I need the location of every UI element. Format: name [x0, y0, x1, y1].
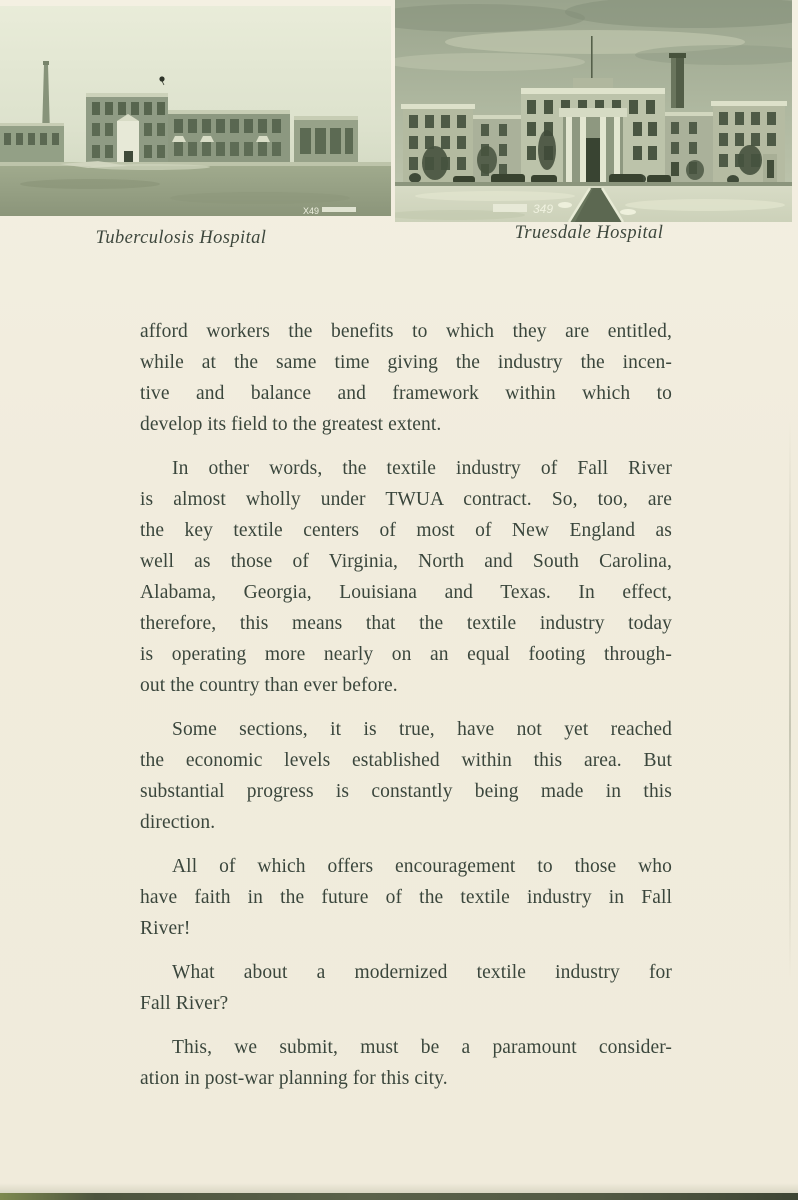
right-pavilion: [294, 116, 358, 170]
text-line: while at the same time giving the industry the incen-: [140, 352, 672, 373]
text-line: direction.: [140, 812, 216, 833]
flagpole: [591, 36, 593, 80]
truesdale-hospital-illustration: [395, 0, 792, 222]
text-line: have faith in the future of the textile industry in Fall: [140, 887, 672, 908]
truesdale-hospital-photo: [395, 0, 792, 222]
paragraph-6: [140, 1032, 672, 1094]
text-line: Fall River?: [140, 993, 229, 1014]
text-line: therefore, this means that the textile industry today: [140, 613, 672, 634]
text-line: ation in post-war planning for this city.: [140, 1068, 448, 1089]
text-line: Some sections, it is true, have not yet reached: [172, 719, 672, 740]
text-line: afford workers the benefits to which they are entitled,: [140, 321, 672, 342]
text-line: River!: [140, 918, 191, 939]
caption-truesdale-hospital: Truesdale Hospital: [514, 223, 664, 243]
page-crease: [789, 420, 791, 980]
text-line: the key textile centers of most of New England as: [140, 520, 672, 541]
text-line: What about a modernized textile industry for: [172, 962, 672, 983]
text-line: substantial progress is constantly being made in this: [140, 781, 672, 802]
paragraph-4: [140, 851, 672, 944]
text-line: In other words, the textile industry of Fall River: [172, 458, 672, 479]
caption-tuberculosis-hospital: Tuberculosis Hospital: [95, 228, 267, 248]
text-line: well as those of Virginia, North and South Carolina,: [140, 551, 672, 572]
central-block: [86, 93, 168, 168]
text-line: is operating more nearly on an equal footing through-: [140, 644, 672, 665]
tuberculosis-hospital-photo: [0, 6, 391, 216]
text-line: This, we submit, must be a paramount consider-: [172, 1037, 672, 1058]
photo-marking: X49: [303, 206, 320, 216]
text-line: out the country than ever before.: [140, 675, 398, 696]
paragraph-3: [140, 714, 672, 838]
paragraph-5: [140, 957, 672, 1019]
text-line: Alabama, Georgia, Louisiana and Texas. In effect,: [140, 582, 672, 603]
paragraph-2: [140, 453, 672, 701]
body-text: [140, 316, 672, 1107]
right-wing: [168, 110, 290, 168]
text-line: is almost wholly under TWUA contract. So, too, are: [140, 489, 672, 510]
end-pavilion-right: [711, 101, 787, 188]
text-line: the economic levels established within this area. But: [140, 750, 672, 771]
page-bottom-shadow: [0, 1183, 798, 1193]
page-bottom-edge: [0, 1193, 798, 1200]
paragraph-1: [140, 316, 672, 440]
tuberculosis-hospital-illustration: [0, 6, 391, 216]
text-line: develop its field to the greatest extent.: [140, 414, 442, 435]
photo-marking: 349: [533, 202, 554, 216]
text-line: tive and balance and framework within which to: [140, 383, 672, 404]
chimney: [669, 53, 686, 108]
text-line: All of which offers encouragement to those who: [172, 856, 672, 877]
far-left-wing: [0, 123, 64, 165]
